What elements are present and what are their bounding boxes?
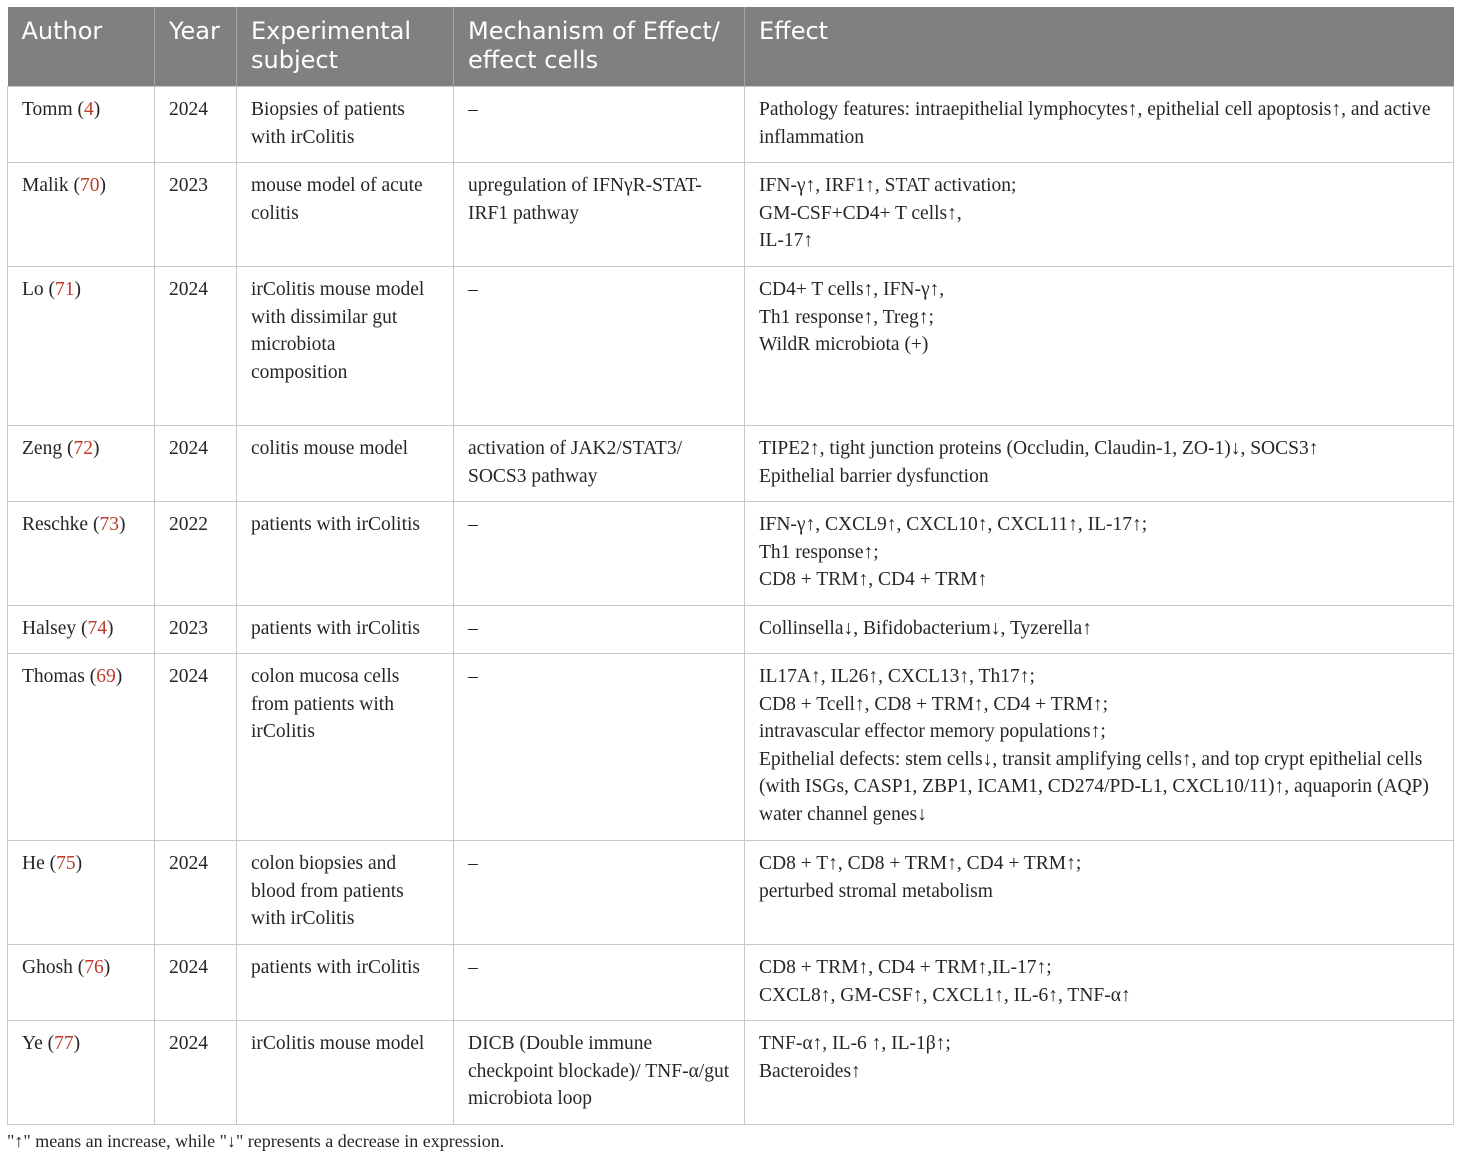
author-cell: Tomm (4)	[8, 87, 155, 163]
subject-cell: patients with irColitis	[237, 606, 454, 654]
year-cell: 2023	[155, 606, 237, 654]
reference-link[interactable]: 71	[55, 279, 75, 300]
effect-cell: CD8 + TRM↑, CD4 + TRM↑,IL-17↑; CXCL8↑, GM-CSF↑, CXCL1↑, IL-6↑, TNF-α↑	[745, 945, 1454, 1021]
author-cell: Zeng (72)	[8, 426, 155, 502]
subject-cell: patients with irColitis	[237, 945, 454, 1021]
effect-cell: TIPE2↑, tight junction proteins (Occludin, Claudin-1, ZO-1)↓, SOCS3↑ Epithelial barrier dysfunction	[745, 426, 1454, 502]
year-cell: 2024	[155, 87, 237, 163]
table-row	[8, 502, 1454, 606]
year-cell: 2023	[155, 163, 237, 267]
year-cell: 2024	[155, 945, 237, 1021]
effect-cell: CD8 + T↑, CD8 + TRM↑, CD4 + TRM↑; perturbed stromal metabolism	[745, 841, 1454, 945]
reference-link[interactable]: 4	[84, 99, 94, 120]
mechanism-cell: –	[454, 87, 745, 163]
year-cell: 2024	[155, 267, 237, 426]
subject-cell: colon mucosa cells from patients with irColitis	[237, 654, 454, 841]
subject-cell: irColitis mouse model with dissimilar gut microbiota composition	[237, 267, 454, 426]
reference-link[interactable]: 77	[54, 1033, 74, 1054]
effect-cell: TNF-α↑, IL-6 ↑, IL-1β↑; Bacteroides↑	[745, 1021, 1454, 1125]
author-cell: Reschke (73)	[8, 502, 155, 606]
effect-cell: IL17A↑, IL26↑, CXCL13↑, Th17↑; CD8 + Tcell↑, CD8 + TRM↑, CD4 + TRM↑; intravascular effector memory populations↑; Epithelial defects: stem cells↓, transit amplifying cells↑, and top crypt epithelial cells (with ISGs, CASP1, ZBP1, ICAM1, CD274/PD-L1, CXCL10/11)↑, aquaporin (AQP) water channel genes↓	[745, 654, 1454, 841]
effect-cell: CD4+ T cells↑, IFN-γ↑, Th1 response↑, Treg↑; WildR microbiota (+)	[745, 267, 1454, 426]
table-row	[8, 654, 1454, 841]
header-experimental-subject: Experimental subject	[237, 7, 454, 87]
year-cell: 2024	[155, 841, 237, 945]
year-cell: 2024	[155, 1021, 237, 1125]
table-footnote: "↑" means an increase, while "↓" represents a decrease in expression.	[7, 1131, 505, 1151]
reference-link[interactable]: 73	[99, 514, 119, 535]
author-cell: Thomas (69)	[8, 654, 155, 841]
reference-link[interactable]: 70	[79, 175, 100, 196]
mechanism-cell: –	[454, 502, 745, 606]
subject-cell: patients with irColitis	[237, 502, 454, 606]
subject-cell: colon biopsies and blood from patients with irColitis	[237, 841, 454, 945]
author-cell: Ye (77)	[8, 1021, 155, 1125]
data-table-container	[7, 7, 1453, 1125]
table-row	[8, 1021, 1454, 1125]
subject-cell: colitis mouse model	[237, 426, 454, 502]
reference-link[interactable]: 69	[96, 666, 116, 687]
table-row	[8, 841, 1454, 945]
table-row	[8, 87, 1454, 163]
table-row	[8, 606, 1454, 654]
table-row	[8, 945, 1454, 1021]
year-cell: 2024	[155, 426, 237, 502]
header-year: Year	[155, 7, 237, 87]
effect-cell: IFN-γ↑, IRF1↑, STAT activation; GM-CSF+CD4+ T cells↑, IL-17↑	[745, 163, 1454, 267]
table-row	[8, 163, 1454, 267]
mechanism-cell: –	[454, 841, 745, 945]
author-cell: He (75)	[8, 841, 155, 945]
year-cell: 2024	[155, 654, 237, 841]
table-row	[8, 426, 1454, 502]
effect-cell: Pathology features: intraepithelial lymphocytes↑, epithelial cell apoptosis↑, and active inflammation	[745, 87, 1454, 163]
mechanism-cell: –	[454, 267, 745, 426]
table-row	[8, 267, 1454, 426]
data-table	[7, 7, 1454, 1125]
header-author: Author	[8, 7, 155, 87]
mechanism-cell: –	[454, 606, 745, 654]
reference-link[interactable]: 76	[84, 957, 104, 978]
table-header-row	[8, 7, 1454, 87]
subject-cell: Biopsies of patients with irColitis	[237, 87, 454, 163]
mechanism-cell: activation of JAK2/STAT3/ SOCS3 pathway	[454, 426, 745, 502]
author-cell: Lo (71)	[8, 267, 155, 426]
author-cell: Ghosh (76)	[8, 945, 155, 1021]
reference-link[interactable]: 72	[73, 438, 93, 459]
mechanism-cell: DICB (Double immune checkpoint blockade)/ TNF-α/gut microbiota loop	[454, 1021, 745, 1125]
subject-cell: mouse model of acute colitis	[237, 163, 454, 267]
header-mechanism: Mechanism of Effect/ effect cells	[454, 7, 745, 87]
mechanism-cell: –	[454, 654, 745, 841]
author-cell: Halsey (74)	[8, 606, 155, 654]
effect-cell: IFN-γ↑, CXCL9↑, CXCL10↑, CXCL11↑, IL-17↑; Th1 response↑; CD8 + TRM↑, CD4 + TRM↑	[745, 502, 1454, 606]
subject-cell: irColitis mouse model	[237, 1021, 454, 1125]
year-cell: 2022	[155, 502, 237, 606]
mechanism-cell: –	[454, 945, 745, 1021]
mechanism-cell: upregulation of IFNγR-STAT-IRF1 pathway	[454, 163, 745, 267]
reference-link[interactable]: 74	[87, 618, 108, 639]
author-cell: Malik (70)	[8, 163, 155, 267]
reference-link[interactable]: 75	[56, 853, 76, 874]
effect-cell: Collinsella↓, Bifidobacterium↓, Tyzerella↑	[745, 606, 1454, 654]
header-effect: Effect	[745, 7, 1454, 87]
